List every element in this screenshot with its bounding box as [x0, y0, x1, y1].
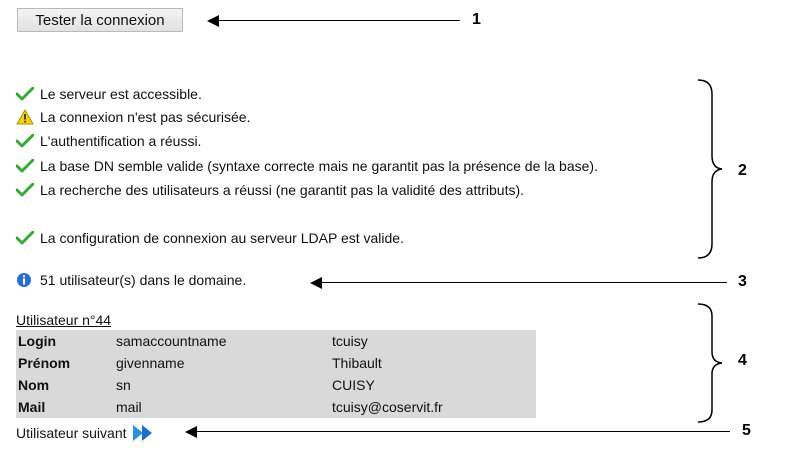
row-label: Login — [18, 333, 57, 349]
info-icon — [16, 271, 36, 289]
status-line-authentication-success — [16, 132, 201, 150]
status-text: L'authentification a réussi. — [40, 133, 202, 149]
status-line-base-dn-valid — [16, 157, 598, 175]
status-text: Le serveur est accessible. — [40, 86, 202, 102]
callout-line-1 — [214, 20, 460, 21]
check-icon — [16, 229, 36, 247]
callout-number-5: 5 — [742, 422, 751, 439]
test-connection-button[interactable]: Tester la connexion — [17, 8, 183, 32]
next-user-label: Utilisateur suivant — [16, 425, 127, 441]
warning-icon — [16, 108, 36, 126]
row-attribute: mail — [116, 399, 142, 415]
callout-arrow-5 — [185, 426, 197, 438]
callout-line-5 — [192, 431, 730, 432]
status-line-server-accessible — [16, 85, 202, 103]
status-text: La recherche des utilisateurs a réussi (ne garantit pas la validité des attributs). — [40, 182, 525, 198]
check-icon — [16, 157, 36, 175]
status-line-ldap-config-valid — [16, 229, 404, 247]
row-label: Prénom — [18, 355, 71, 371]
row-attribute: givenname — [116, 355, 185, 371]
callout-line-3 — [317, 282, 727, 283]
row-value: CUISY — [332, 377, 375, 393]
row-value: tcuisy — [332, 333, 368, 349]
callout-number-2: 2 — [738, 162, 747, 179]
status-text: La connexion n'est pas sécurisée. — [40, 109, 251, 125]
info-text: 51 utilisateur(s) dans le domaine. — [40, 272, 247, 288]
double-chevron-right-icon[interactable] — [132, 424, 156, 442]
user-title: Utilisateur n°44 — [16, 312, 112, 328]
status-line-user-search-success — [16, 181, 524, 199]
user-attributes-table — [16, 330, 536, 418]
table-row — [16, 374, 536, 396]
next-user-link[interactable] — [16, 423, 156, 443]
callout-number-4: 4 — [738, 352, 747, 369]
row-label: Mail — [18, 399, 46, 415]
check-icon — [16, 181, 36, 199]
check-icon — [16, 132, 36, 150]
status-text: La configuration de connexion au serveur LDAP est valide. — [40, 230, 404, 246]
row-attribute: samaccountname — [116, 333, 227, 349]
callout-arrow-3 — [310, 277, 322, 289]
row-attribute: sn — [116, 377, 131, 393]
check-icon — [16, 85, 36, 103]
row-label: Nom — [18, 377, 50, 393]
row-value: Thibault — [332, 355, 382, 371]
callout-number-3: 3 — [738, 273, 747, 290]
row-value: tcuisy@coservit.fr — [332, 399, 443, 415]
info-line-user-count — [16, 271, 246, 289]
table-row — [16, 352, 536, 374]
status-line-connection-not-secure — [16, 108, 250, 126]
callout-number-1: 1 — [472, 11, 481, 28]
table-row — [16, 330, 536, 352]
callout-arrow-1 — [207, 15, 219, 27]
status-text: La base DN semble valide (syntaxe correcte mais ne garantit pas la présence de la base). — [40, 158, 598, 174]
table-row — [16, 396, 536, 418]
